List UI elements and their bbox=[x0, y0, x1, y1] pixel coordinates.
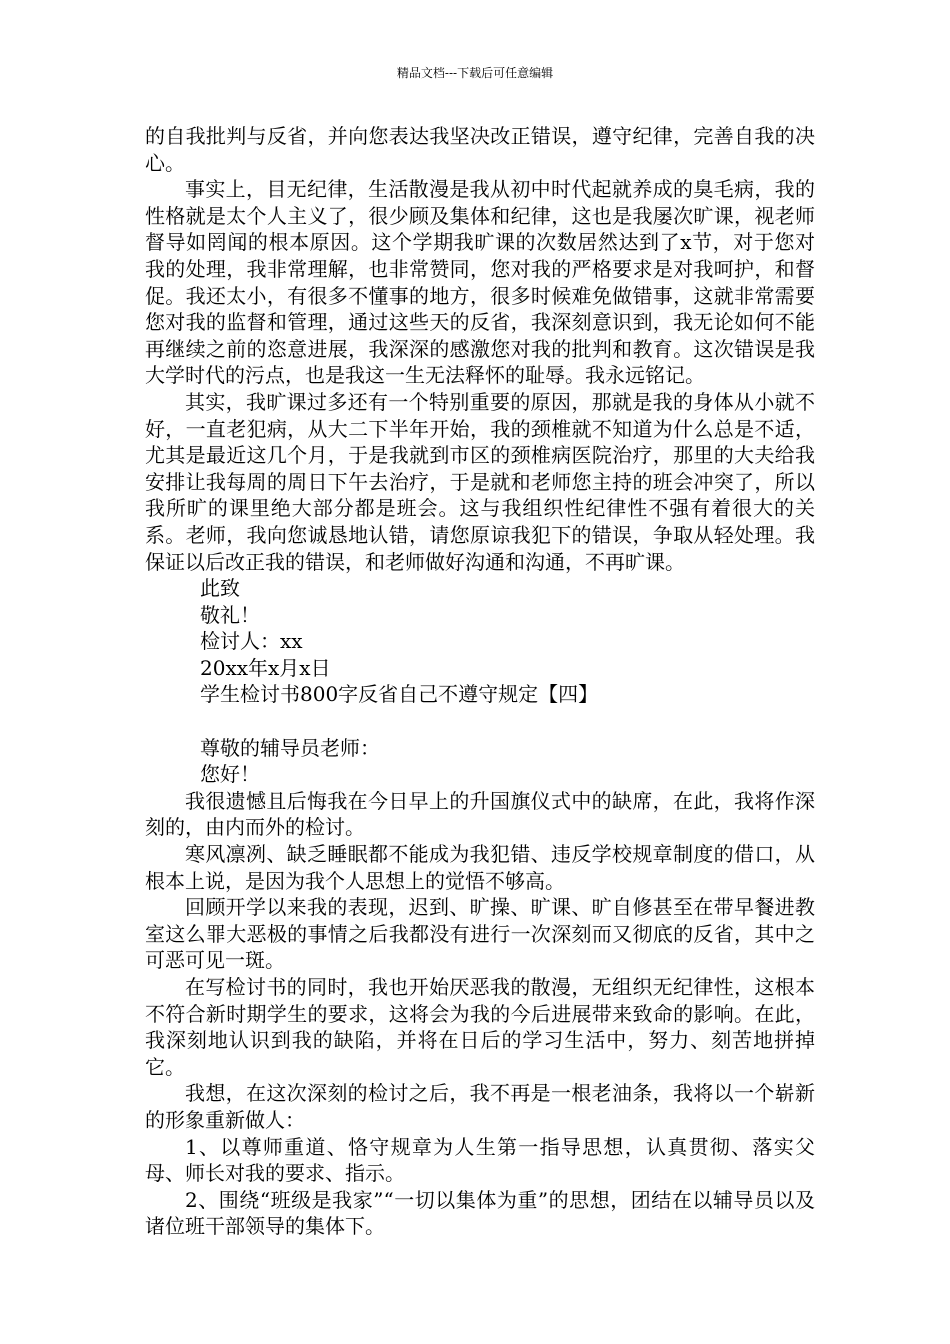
date: 20xx年x月x日 bbox=[200, 655, 331, 680]
greeting: 您好！ bbox=[200, 762, 260, 787]
list-item: 2、围绕“班级是我家”“一切以集体为重”的思想，团结在以辅导员以及诸位班干部领导的集体下。 bbox=[145, 1187, 815, 1239]
section-title: 学生检讨书800字反省自己不遵守规定【四】 bbox=[200, 682, 599, 707]
closing-salutation: 此致 bbox=[200, 576, 240, 601]
document-body bbox=[145, 123, 815, 1240]
blank-line bbox=[145, 708, 815, 735]
paragraph: 我想，在这次深刻的检讨之后，我不再是一根老油条，我将以一个崭新的形象重新做人： bbox=[145, 1081, 815, 1132]
paragraph: 寒风凛冽、缺乏睡眠都不能成为我犯错、违反学校规章制度的借口，从根本上说，是因为我个人思想上的觉悟不够高。 bbox=[145, 842, 815, 893]
paragraph: 的自我批判与反省，并向您表达我坚决改正错误，遵守纪律，完善自我的决心。 bbox=[145, 124, 815, 175]
paragraph: 事实上，目无纪律，生活散漫是我从初中时代起就养成的臭毛病，我的性格就是太个人主义了，很少顾及集体和纪律，这也是我屡次旷课，视老师督导如罔闻的根本原因。这个学期我旷课的次数居然达到了x节，对于您对我的处理，我非常理解，也非常赞同，您对我的严格要求是对我呵护，和督促。我还太小，有很多不懂事的地方，很多时候难免做错事，这就非常需要您对我的监督和管理，通过这些天的反省，我深刻意识到，我无论如何不能再继续之前的恣意进展，我深深的感激您对我的批判和教育。这次错误是我大学时代的污点，也是我这一生无法释怀的耻辱。我永远铭记。 bbox=[145, 177, 815, 388]
paragraph: 其实，我旷课过多还有一个特别重要的原因，那就是我的身体从小就不好，一直老犯病，从大二下半年开始，我的颈椎就不知道为什么总是不适，尤其是最近这几个月，于是我就到市区的颈椎病医院治疗，那里的大夫给我安排让我每周的周日下午去治疗，于是就和老师您主持的班会冲突了，所以我所旷的课里绝大部分都是班会。这与我组织性纪律性不强有着很大的关系。老师，我向您诚恳地认错，请您原谅我犯下的错误，争取从轻处理。我保证以后改正我的错误，和老师做好沟通和沟通，不再旷课。 bbox=[145, 389, 815, 574]
paragraph: 在写检讨书的同时，我也开始厌恶我的散漫，无组织无纪律性，这根本不符合新时期学生的要求，这将会为我的今后进展带来致命的影响。在此，我深刻地认识到我的缺陷，并将在日后的学习生活中，努力、刻苦地拼掉它。 bbox=[145, 975, 815, 1079]
paragraph: 回顾开学以来我的表现，迟到、旷操、旷课、旷自修甚至在带早餐进教室这么罪大恶极的事情之后我都没有进行一次深刻而又彻底的反省，其中之可恶可见一斑。 bbox=[145, 895, 815, 973]
list-item: 1、以尊师重道、恪守规章为人生第一指导思想，认真贯彻、落实父母、师长对我的要求、指示。 bbox=[145, 1134, 815, 1186]
closing-regards: 敬礼！ bbox=[200, 602, 260, 627]
page-header: 精品文档---下载后可任意编辑 bbox=[396, 66, 554, 80]
signer: 检讨人：xx bbox=[200, 629, 303, 654]
addressee: 尊敬的辅导员老师： bbox=[200, 735, 380, 760]
paragraph: 我很遗憾且后悔我在今日早上的升国旗仪式中的缺席，在此，我将作深刻的，由内而外的检讨。 bbox=[145, 788, 815, 840]
